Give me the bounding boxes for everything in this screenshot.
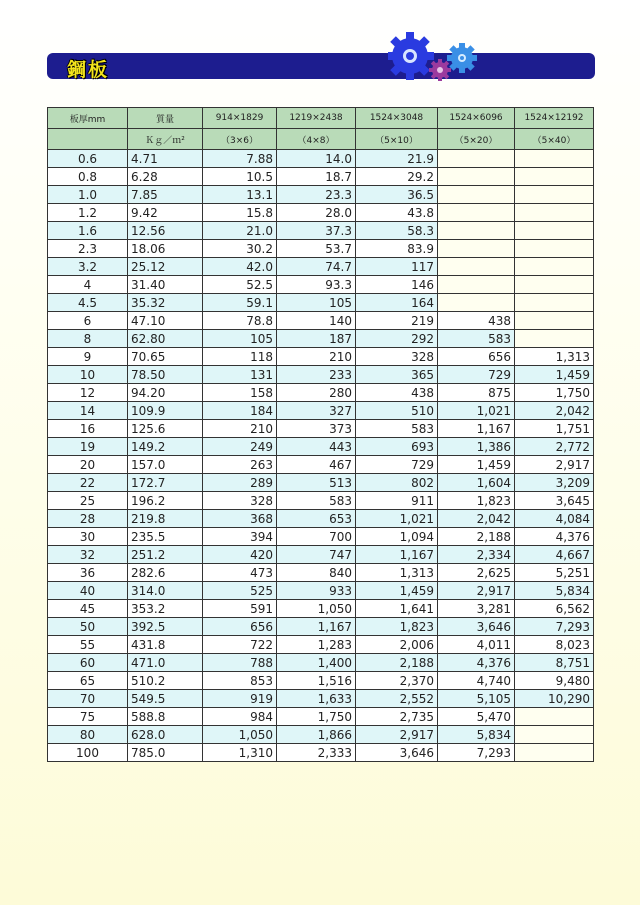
table-cell: 31.40 xyxy=(128,276,203,294)
table-cell: 729 xyxy=(356,456,438,474)
table-cell: 53.7 xyxy=(277,240,356,258)
table-row xyxy=(48,348,594,366)
table-cell: 187 xyxy=(277,330,356,348)
table-cell: 328 xyxy=(203,492,277,510)
gear-icon xyxy=(429,59,451,81)
table-row xyxy=(48,672,594,690)
table-cell: 3,645 xyxy=(515,492,594,510)
table-cell: 45 xyxy=(48,600,128,618)
table-cell: 788 xyxy=(203,654,277,672)
table-cell: 2,552 xyxy=(356,690,438,708)
table-cell: 1,823 xyxy=(438,492,515,510)
table-cell: 7.85 xyxy=(128,186,203,204)
table-row xyxy=(48,528,594,546)
table-cell xyxy=(438,222,515,240)
table-cell: 47.10 xyxy=(128,312,203,330)
table-cell: 1,050 xyxy=(203,726,277,744)
table-cell: 1.2 xyxy=(48,204,128,222)
table-cell: 875 xyxy=(438,384,515,402)
table-cell: 1,641 xyxy=(356,600,438,618)
table-cell: 2,006 xyxy=(356,636,438,654)
table-row xyxy=(48,258,594,276)
table-cell: 1,167 xyxy=(277,618,356,636)
table-cell: 2,625 xyxy=(438,564,515,582)
col-header: 1524×6096 xyxy=(438,108,515,129)
table-cell: 4,667 xyxy=(515,546,594,564)
table-cell: 74.7 xyxy=(277,258,356,276)
table-cell: 10.5 xyxy=(203,168,277,186)
table-cell: 473 xyxy=(203,564,277,582)
table-cell xyxy=(438,150,515,168)
table-cell: 83.9 xyxy=(356,240,438,258)
table-cell: 6 xyxy=(48,312,128,330)
table-cell: 1,400 xyxy=(277,654,356,672)
col-header: 1219×2438 xyxy=(277,108,356,129)
table-row xyxy=(48,402,594,420)
table-cell: 471.0 xyxy=(128,654,203,672)
table-row xyxy=(48,384,594,402)
table-row xyxy=(48,492,594,510)
page-title: 鋼板 xyxy=(67,59,110,81)
table-cell: 249 xyxy=(203,438,277,456)
header-subrow xyxy=(48,129,594,150)
table-cell: 30 xyxy=(48,528,128,546)
table-cell: 1,823 xyxy=(356,618,438,636)
table-cell: 2,188 xyxy=(356,654,438,672)
table-cell: 747 xyxy=(277,546,356,564)
table-cell: 282.6 xyxy=(128,564,203,582)
table-cell xyxy=(515,168,594,186)
table-cell: 0.8 xyxy=(48,168,128,186)
table-row xyxy=(48,510,594,528)
table-row xyxy=(48,312,594,330)
table-cell: 4.71 xyxy=(128,150,203,168)
table-cell: 722 xyxy=(203,636,277,654)
table-cell: 280 xyxy=(277,384,356,402)
table-cell: 78.50 xyxy=(128,366,203,384)
col-subheader: Ｋｇ／ｍ² xyxy=(128,129,203,150)
table-cell: 263 xyxy=(203,456,277,474)
table-cell: 55 xyxy=(48,636,128,654)
col-subheader: （5×10） xyxy=(356,129,438,150)
table-cell xyxy=(515,726,594,744)
table-cell: 525 xyxy=(203,582,277,600)
table-cell: 251.2 xyxy=(128,546,203,564)
table-cell: 3.2 xyxy=(48,258,128,276)
table-cell: 933 xyxy=(277,582,356,600)
table-cell: 591 xyxy=(203,600,277,618)
table-cell: 588.8 xyxy=(128,708,203,726)
table-cell: 840 xyxy=(277,564,356,582)
table-cell: 70.65 xyxy=(128,348,203,366)
table-cell: 700 xyxy=(277,528,356,546)
table-row xyxy=(48,654,594,672)
table-cell: 36.5 xyxy=(356,186,438,204)
col-header: 質量 xyxy=(128,108,203,129)
table-cell xyxy=(438,258,515,276)
table-cell xyxy=(515,276,594,294)
table-cell: 328 xyxy=(356,348,438,366)
table-cell: 513 xyxy=(277,474,356,492)
table-row xyxy=(48,330,594,348)
table-cell: 1,283 xyxy=(277,636,356,654)
table-cell: 2,334 xyxy=(438,546,515,564)
table-cell: 80 xyxy=(48,726,128,744)
table-cell: 18.7 xyxy=(277,168,356,186)
table-cell: 365 xyxy=(356,366,438,384)
table-cell: 19 xyxy=(48,438,128,456)
table-cell: 131 xyxy=(203,366,277,384)
table-cell: 125.6 xyxy=(128,420,203,438)
table-cell: 2,772 xyxy=(515,438,594,456)
col-header: 914×1829 xyxy=(203,108,277,129)
table-cell: 911 xyxy=(356,492,438,510)
table-cell: 4,740 xyxy=(438,672,515,690)
table-cell: 438 xyxy=(356,384,438,402)
col-header: 1524×3048 xyxy=(356,108,438,129)
table-cell: 1,167 xyxy=(438,420,515,438)
table-cell: 21.9 xyxy=(356,150,438,168)
table-cell: 43.8 xyxy=(356,204,438,222)
table-cell: 314.0 xyxy=(128,582,203,600)
table-cell: 210 xyxy=(203,420,277,438)
table-cell xyxy=(515,294,594,312)
table-cell: 235.5 xyxy=(128,528,203,546)
table-cell: 4,011 xyxy=(438,636,515,654)
table-cell: 18.06 xyxy=(128,240,203,258)
table-cell: 30.2 xyxy=(203,240,277,258)
table-cell: 1,459 xyxy=(438,456,515,474)
table-cell: 14.0 xyxy=(277,150,356,168)
table-cell: 3,646 xyxy=(438,618,515,636)
table-cell: 693 xyxy=(356,438,438,456)
table-cell: 4,084 xyxy=(515,510,594,528)
table-row xyxy=(48,744,594,762)
table-cell: 52.5 xyxy=(203,276,277,294)
table-row xyxy=(48,690,594,708)
table-cell: 8,023 xyxy=(515,636,594,654)
table-cell: 9 xyxy=(48,348,128,366)
table-cell: 4,376 xyxy=(438,654,515,672)
table-cell: 157.0 xyxy=(128,456,203,474)
table-row xyxy=(48,168,594,186)
table-cell: 5,251 xyxy=(515,564,594,582)
table-cell xyxy=(515,258,594,276)
col-header: 板厚mm xyxy=(48,108,128,129)
table-cell: 1,866 xyxy=(277,726,356,744)
table-cell: 62.80 xyxy=(128,330,203,348)
table-cell: 785.0 xyxy=(128,744,203,762)
table-row xyxy=(48,420,594,438)
table-cell: 1,313 xyxy=(356,564,438,582)
table-cell: 1,751 xyxy=(515,420,594,438)
table-cell: 35.32 xyxy=(128,294,203,312)
table-cell: 2,917 xyxy=(515,456,594,474)
table-cell: 65 xyxy=(48,672,128,690)
table-row xyxy=(48,204,594,222)
table-cell: 919 xyxy=(203,690,277,708)
table-cell: 219 xyxy=(356,312,438,330)
table-cell: 75 xyxy=(48,708,128,726)
table-cell: 4.5 xyxy=(48,294,128,312)
table-cell xyxy=(438,240,515,258)
table-cell: 23.3 xyxy=(277,186,356,204)
table-cell xyxy=(515,204,594,222)
table-cell: 2,042 xyxy=(515,402,594,420)
table-cell: 5,834 xyxy=(515,582,594,600)
table-row xyxy=(48,150,594,168)
table-cell: 7,293 xyxy=(515,618,594,636)
table-cell: 6,562 xyxy=(515,600,594,618)
table-cell: 431.8 xyxy=(128,636,203,654)
table-cell: 4,376 xyxy=(515,528,594,546)
title-bar xyxy=(47,53,595,79)
table-row xyxy=(48,222,594,240)
table-cell: 583 xyxy=(438,330,515,348)
table-cell xyxy=(515,330,594,348)
col-subheader xyxy=(48,129,128,150)
table-cell: 2,917 xyxy=(356,726,438,744)
table-cell: 109.9 xyxy=(128,402,203,420)
table-cell: 2,042 xyxy=(438,510,515,528)
table-cell: 510.2 xyxy=(128,672,203,690)
table-cell: 219.8 xyxy=(128,510,203,528)
gear-icon xyxy=(388,32,434,80)
table-cell: 105 xyxy=(277,294,356,312)
table-cell: 2.3 xyxy=(48,240,128,258)
table-cell xyxy=(438,294,515,312)
table-cell: 9.42 xyxy=(128,204,203,222)
table-cell: 28 xyxy=(48,510,128,528)
table-cell: 22 xyxy=(48,474,128,492)
table-cell: 1,021 xyxy=(438,402,515,420)
table-cell: 7,293 xyxy=(438,744,515,762)
table-cell: 158 xyxy=(203,384,277,402)
table-cell: 10,290 xyxy=(515,690,594,708)
table-row xyxy=(48,582,594,600)
gears-decoration xyxy=(388,28,480,86)
table-body xyxy=(48,150,594,762)
table-cell: 1,094 xyxy=(356,528,438,546)
table-cell xyxy=(515,312,594,330)
table-cell: 1.0 xyxy=(48,186,128,204)
table-cell: 2,370 xyxy=(356,672,438,690)
table-cell: 628.0 xyxy=(128,726,203,744)
table-cell xyxy=(515,222,594,240)
table-row xyxy=(48,546,594,564)
table-cell xyxy=(515,186,594,204)
table-cell: 28.0 xyxy=(277,204,356,222)
table-cell: 656 xyxy=(438,348,515,366)
table-cell: 392.5 xyxy=(128,618,203,636)
table-cell: 50 xyxy=(48,618,128,636)
table-cell: 60 xyxy=(48,654,128,672)
table-cell: 1,310 xyxy=(203,744,277,762)
table-cell: 58.3 xyxy=(356,222,438,240)
table-cell: 984 xyxy=(203,708,277,726)
table-row xyxy=(48,474,594,492)
table-cell: 729 xyxy=(438,366,515,384)
table-cell: 29.2 xyxy=(356,168,438,186)
table-cell: 32 xyxy=(48,546,128,564)
table-cell: 184 xyxy=(203,402,277,420)
table-cell: 438 xyxy=(438,312,515,330)
table-cell: 656 xyxy=(203,618,277,636)
table-cell: 233 xyxy=(277,366,356,384)
table-cell: 70 xyxy=(48,690,128,708)
table-cell: 353.2 xyxy=(128,600,203,618)
table-cell: 10 xyxy=(48,366,128,384)
table-cell: 467 xyxy=(277,456,356,474)
table-cell: 443 xyxy=(277,438,356,456)
table-cell: 853 xyxy=(203,672,277,690)
table-cell: 1,386 xyxy=(438,438,515,456)
table-cell: 12.56 xyxy=(128,222,203,240)
table-cell: 4 xyxy=(48,276,128,294)
table-cell: 164 xyxy=(356,294,438,312)
table-cell: 93.3 xyxy=(277,276,356,294)
col-subheader: （3×6） xyxy=(203,129,277,150)
table-row xyxy=(48,600,594,618)
table-cell: 118 xyxy=(203,348,277,366)
col-subheader: （5×40） xyxy=(515,129,594,150)
table-cell: 2,188 xyxy=(438,528,515,546)
table-cell: 1,050 xyxy=(277,600,356,618)
table-row xyxy=(48,438,594,456)
table-cell: 1.6 xyxy=(48,222,128,240)
table-cell: 394 xyxy=(203,528,277,546)
table-cell: 802 xyxy=(356,474,438,492)
table-cell: 373 xyxy=(277,420,356,438)
table-cell: 94.20 xyxy=(128,384,203,402)
table-cell xyxy=(438,186,515,204)
table-cell: 583 xyxy=(277,492,356,510)
table-cell: 1,167 xyxy=(356,546,438,564)
table-cell: 36 xyxy=(48,564,128,582)
table-cell: 12 xyxy=(48,384,128,402)
table-row xyxy=(48,708,594,726)
table-cell xyxy=(438,204,515,222)
table-cell: 40 xyxy=(48,582,128,600)
table-cell: 1,516 xyxy=(277,672,356,690)
table-row xyxy=(48,366,594,384)
table-cell: 5,470 xyxy=(438,708,515,726)
table-cell: 1,313 xyxy=(515,348,594,366)
table-cell xyxy=(515,744,594,762)
table-row xyxy=(48,240,594,258)
table-cell: 13.1 xyxy=(203,186,277,204)
table-cell: 42.0 xyxy=(203,258,277,276)
table-row xyxy=(48,618,594,636)
table-cell xyxy=(438,276,515,294)
table-cell: 2,735 xyxy=(356,708,438,726)
table-row xyxy=(48,564,594,582)
table-cell xyxy=(515,150,594,168)
table-cell: 21.0 xyxy=(203,222,277,240)
table-cell: 2,333 xyxy=(277,744,356,762)
table-cell: 100 xyxy=(48,744,128,762)
table-cell: 0.6 xyxy=(48,150,128,168)
table-cell: 3,209 xyxy=(515,474,594,492)
header-row xyxy=(48,108,594,129)
table-cell: 1,633 xyxy=(277,690,356,708)
col-subheader: （4×8） xyxy=(277,129,356,150)
table-cell: 9,480 xyxy=(515,672,594,690)
gear-icon xyxy=(447,43,477,73)
table-row xyxy=(48,294,594,312)
table-cell xyxy=(515,708,594,726)
table-cell: 8,751 xyxy=(515,654,594,672)
table-cell: 289 xyxy=(203,474,277,492)
table-cell: 1,459 xyxy=(356,582,438,600)
table-cell: 37.3 xyxy=(277,222,356,240)
table-cell: 105 xyxy=(203,330,277,348)
table-cell xyxy=(438,168,515,186)
col-header: 1524×12192 xyxy=(515,108,594,129)
table-cell: 20 xyxy=(48,456,128,474)
table-row xyxy=(48,186,594,204)
table-row xyxy=(48,276,594,294)
table-cell: 420 xyxy=(203,546,277,564)
table-cell: 549.5 xyxy=(128,690,203,708)
table-cell: 210 xyxy=(277,348,356,366)
table-row xyxy=(48,726,594,744)
table-cell: 1,750 xyxy=(515,384,594,402)
col-subheader: （5×20） xyxy=(438,129,515,150)
table-cell: 6.28 xyxy=(128,168,203,186)
table-cell: 5,834 xyxy=(438,726,515,744)
table-cell: 25 xyxy=(48,492,128,510)
table-cell: 146 xyxy=(356,276,438,294)
steel-plate-table xyxy=(47,107,594,762)
table-cell: 3,281 xyxy=(438,600,515,618)
table-cell: 14 xyxy=(48,402,128,420)
table-cell: 7.88 xyxy=(203,150,277,168)
table-cell: 583 xyxy=(356,420,438,438)
table-cell: 8 xyxy=(48,330,128,348)
table-cell: 5,105 xyxy=(438,690,515,708)
table-cell: 196.2 xyxy=(128,492,203,510)
table-cell: 15.8 xyxy=(203,204,277,222)
table-cell: 3,646 xyxy=(356,744,438,762)
table-row xyxy=(48,456,594,474)
table-cell: 1,459 xyxy=(515,366,594,384)
table-cell: 140 xyxy=(277,312,356,330)
table-cell: 1,021 xyxy=(356,510,438,528)
table-row xyxy=(48,636,594,654)
table-cell: 117 xyxy=(356,258,438,276)
table-cell: 292 xyxy=(356,330,438,348)
table-cell: 2,917 xyxy=(438,582,515,600)
table-cell: 149.2 xyxy=(128,438,203,456)
table-cell: 327 xyxy=(277,402,356,420)
table-cell: 172.7 xyxy=(128,474,203,492)
table-cell: 78.8 xyxy=(203,312,277,330)
table-cell: 59.1 xyxy=(203,294,277,312)
table-cell: 510 xyxy=(356,402,438,420)
table-cell xyxy=(515,240,594,258)
table-cell: 1,604 xyxy=(438,474,515,492)
table-cell: 1,750 xyxy=(277,708,356,726)
table-cell: 368 xyxy=(203,510,277,528)
table-cell: 653 xyxy=(277,510,356,528)
table-cell: 16 xyxy=(48,420,128,438)
table-cell: 25.12 xyxy=(128,258,203,276)
